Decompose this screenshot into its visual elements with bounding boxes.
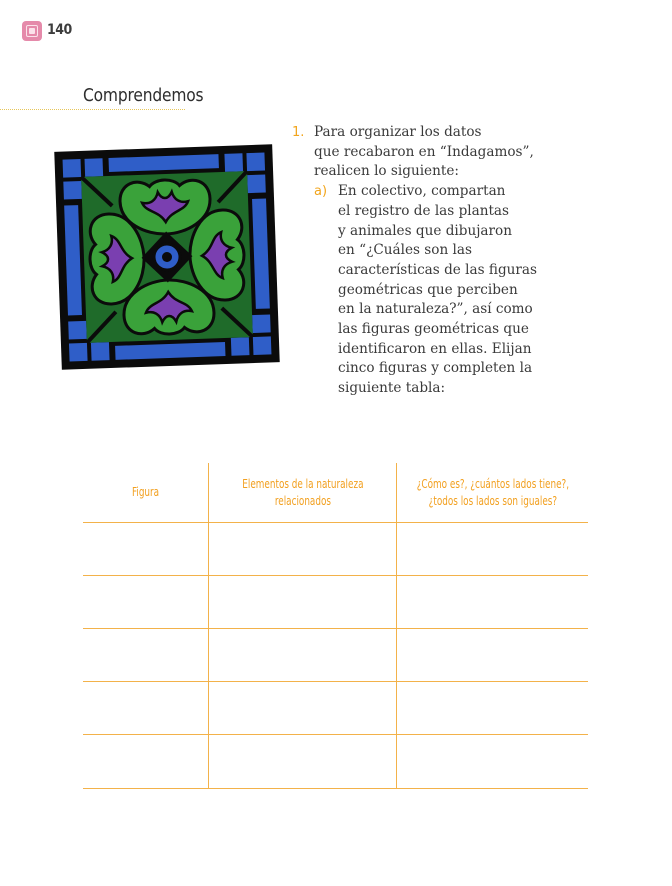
table-cell-elementos-1[interactable] [209,523,396,575]
section-divider [0,109,185,110]
table-cell-descripcion-4[interactable] [397,682,588,734]
table-cell-figura-1[interactable] [83,523,208,575]
page-badge-icon [22,21,42,41]
activity-instructions [292,123,562,399]
subitem-letter: a) [314,184,328,200]
table-cell-figura-3[interactable] [83,629,208,681]
item-number: 1. [292,125,305,140]
activity-item-1 [292,123,562,399]
table-header-figura: Figura [131,485,160,499]
geometric-mosaic-illustration [52,142,282,372]
item-text: Para organizar los datos que recabaron en “Indagamos”, realicen lo siguiente: [314,124,534,180]
table-cell-figura-2[interactable] [83,576,208,628]
table-cell-elementos-5[interactable] [209,735,396,788]
table-cell-descripcion-2[interactable] [397,576,588,628]
table-cell-descripcion-3[interactable] [397,629,588,681]
figures-table [83,463,588,791]
table-cell-figura-4[interactable] [83,682,208,734]
activity-subitem-a [314,182,562,399]
table-cell-elementos-3[interactable] [209,629,396,681]
section-title: Comprendemos [83,85,204,106]
subitem-text: En colectivo, compartan el registro de las plantas y animales que dibujaron en “¿Cuáles son las características de las figuras geométricas que perciben en la naturaleza?”, así como las figuras geométricas que identificaron en ellas. Elijan cinco figuras y completen la siguiente tabla: [338,183,538,397]
table-header-descripcion: ¿Cómo es?, ¿cuántos lados tiene?, ¿todos los lados son iguales? [416,476,569,508]
table-cell-descripcion-5[interactable] [397,735,588,788]
table-cell-elementos-2[interactable] [209,576,396,628]
table-cell-elementos-4[interactable] [209,682,396,734]
table-header-elementos: Elementos de la naturaleza relacionados [241,476,364,508]
table-bottom-border [83,788,588,789]
table-cell-descripcion-1[interactable] [397,523,588,575]
page-number: 140 [47,22,72,38]
table-cell-figura-5[interactable] [83,735,208,788]
